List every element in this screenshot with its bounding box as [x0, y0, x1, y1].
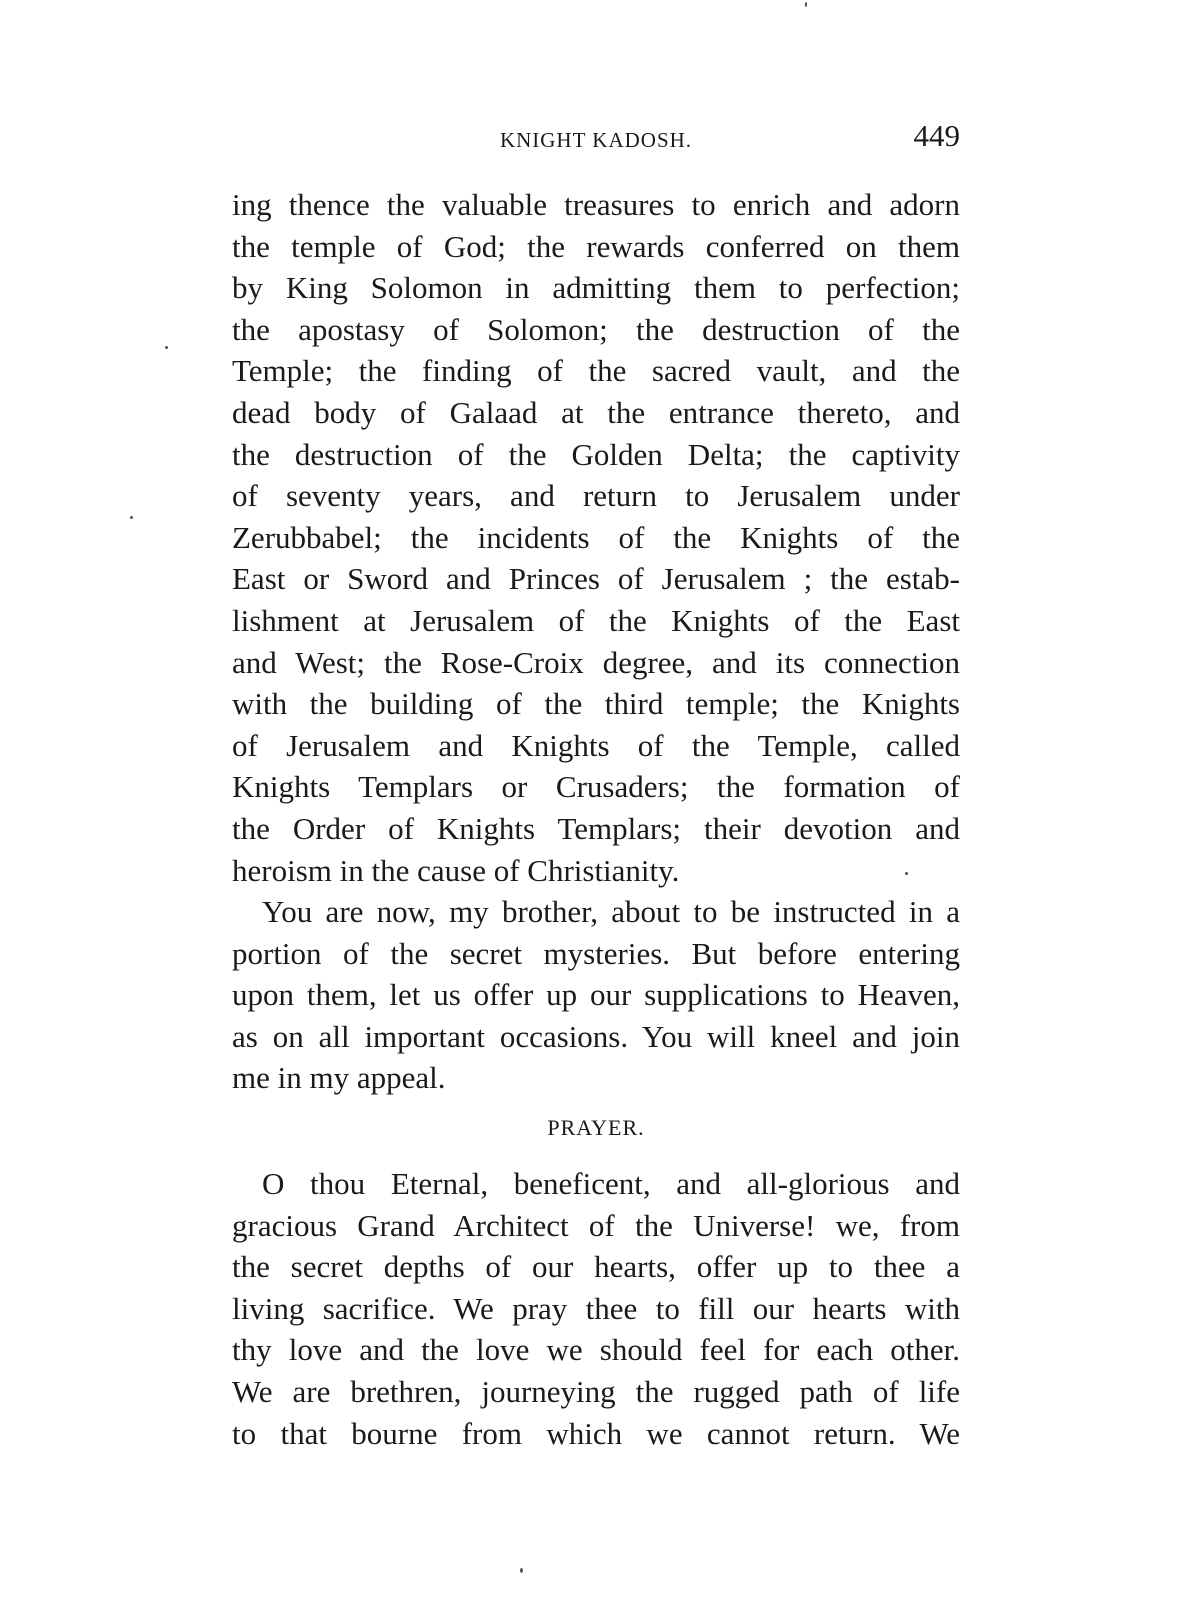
text-line: heroism in the cause of Christianity. [232, 852, 680, 888]
text-line: by King Solomon in admitting them to perfection; [232, 270, 960, 306]
scan-speck [165, 346, 168, 349]
body-text [232, 184, 960, 1454]
text-line: Knights Templars or Crusaders; the formation of [232, 769, 960, 805]
text-line: lishment at Jerusalem of the Knights of the East [232, 602, 960, 638]
scan-speck [805, 2, 807, 7]
scan-speck [905, 872, 908, 875]
text-line: the temple of God; the rewards conferred on them [232, 228, 960, 264]
text-line: dead body of Galaad at the entrance thereto, and [232, 394, 960, 430]
text-line: Temple; the finding of the sacred vault, and the [232, 353, 960, 389]
paragraph-prayer [232, 1163, 960, 1454]
text-line: thy love and the love we should feel for each other. [232, 1332, 960, 1368]
text-line: living sacrifice. We pray thee to fill our hearts with [232, 1290, 960, 1326]
text-line: You are now, my brother, about to be instructed in a [262, 894, 960, 930]
running-head [232, 118, 960, 158]
text-line: to that bourne from which we cannot return. We [232, 1415, 960, 1451]
text-line: of seventy years, and return to Jerusalem under [232, 478, 960, 514]
text-line: of Jerusalem and Knights of the Temple, called [232, 727, 960, 763]
text-line: portion of the secret mysteries. But before entering [232, 935, 960, 971]
running-title: KNIGHT KADOSH. [499, 128, 693, 152]
text-line: me in my appeal. [232, 1060, 446, 1096]
text-line: and West; the Rose-Croix degree, and its connection [232, 644, 960, 680]
text-line: gracious Grand Architect of the Universe! we, from [232, 1207, 960, 1243]
text-line: the secret depths of our hearts, offer up to thee a [232, 1249, 960, 1285]
paragraph-continuation [232, 184, 960, 891]
text-line: We are brethren, journeying the rugged path of life [232, 1374, 960, 1410]
text-line: with the building of the third temple; the Knights [232, 686, 960, 722]
scan-speck [130, 516, 133, 519]
page-number: 449 [913, 118, 960, 153]
text-line: O thou Eternal, beneficent, and all-glorious and [262, 1166, 960, 1202]
prayer-heading: PRAYER. [547, 1115, 645, 1141]
text-line: the destruction of the Golden Delta; the captivity [232, 436, 960, 472]
text-line: as on all important occasions. You will kneel and join [232, 1018, 960, 1054]
scan-speck [520, 1568, 523, 1573]
text-line: the apostasy of Solomon; the destruction of the [232, 311, 960, 347]
text-line: East or Sword and Princes of Jerusalem ; the estab- [232, 561, 960, 597]
text-line: the Order of Knights Templars; their devotion and [232, 810, 960, 846]
text-line: Zerubbabel; the incidents of the Knights of the [232, 519, 960, 555]
paragraph-instruction [232, 891, 960, 1099]
text-line: upon them, let us offer up our supplications to Heaven, [232, 977, 960, 1013]
text-line: ing thence the valuable treasures to enrich and adorn [232, 187, 960, 222]
